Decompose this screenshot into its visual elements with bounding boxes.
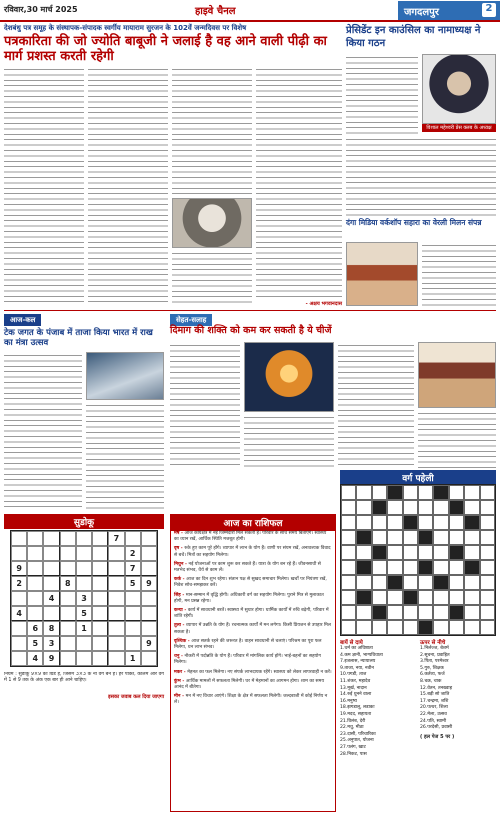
event-body [418,410,496,468]
horoscope-text: मान-सम्मान में वृद्धि होगी। अधिकारी वर्ग का सहयोग मिलेगा। पुराने मित्र से मुलाकात होगी, मन प्रसन्न रहेगा। [174,592,324,604]
clue-across: 21.विलंब, देरी [340,718,366,724]
clue-down: 5.गुरु, शिक्षक [420,665,444,671]
crossword-cell [418,575,433,590]
crossword-cell [341,590,356,605]
clue-across: 28.निकट, पास [340,751,367,757]
divider-mid [4,310,496,311]
press-club-body-2 [346,136,496,216]
sudoku-cell [43,546,59,561]
sudoku-title: सुडोकू [4,514,164,529]
crossword-cell [433,620,448,635]
zodiac-sign: कन्या - [174,608,188,614]
crossword-cell [449,590,464,605]
sudoku-cell [92,621,108,636]
sudoku-cell [60,636,76,651]
crossword-cell [387,500,402,515]
crossword-cell [387,605,402,620]
crossword-cell [449,605,464,620]
sudoku-cell [141,606,157,621]
sudoku-cell [92,606,108,621]
crossword-cell [403,530,418,545]
crossword-cell [372,575,387,590]
horoscope-text: व्यापार में उन्नति के योग हैं। रचनात्मक कार्यों में मन लगेगा। किसी प्रियजन से उपहार मिल सकता है। [174,623,332,635]
clue-across: 1.धर्म का अधिष्ठाता [340,646,373,651]
clue-across: 7.इजलास, न्यायालय [340,659,376,665]
sudoku-cell: 7 [108,531,124,546]
crossword-cell [449,485,464,500]
sudoku-cell [92,576,108,591]
clue-down: 3.पिता, परमेश्वर [420,659,449,665]
crossword-cell [387,560,402,575]
crossword-cell [480,560,495,575]
clue-down: 22.मेला, उत्सव [420,711,447,717]
across-clues [340,638,416,758]
horoscope-entry [174,546,332,558]
lead-body-col-2 [88,66,168,306]
sudoku-grid [10,530,158,667]
clue-across: 4.कम ज्ञानी, भाग्यविधाता [340,652,383,658]
page-number: 2 [482,3,496,17]
clue-across: 23.दासी, परिचारिका [340,731,376,737]
lead-body-col-1 [4,66,84,306]
zodiac-sign: तुला - [174,623,187,629]
crossword-cell [403,500,418,515]
crossword-cell [449,515,464,530]
crossword-cell [341,545,356,560]
crossword-cell [449,530,464,545]
crossword-cell [387,590,402,605]
sudoku-cell [60,591,76,606]
sudoku-cell [11,636,27,651]
health-body-3 [244,414,334,468]
sudoku-cell [76,651,92,666]
crossword-cell [356,605,371,620]
sudoku-cell [76,546,92,561]
sudoku-cell [11,546,27,561]
sudoku-cell: 9 [141,636,157,651]
page-header [0,0,500,22]
sudoku-cell: 4 [11,606,27,621]
sudoku-cell [108,546,124,561]
crossword-cell [403,620,418,635]
sudoku-cell: 9 [11,561,27,576]
sudoku-answer-note: इसका जवाब कल दिया जाएगा [108,694,164,700]
sudoku-cell [60,651,76,666]
sudoku-cell: 1 [125,651,141,666]
sudoku-cell [27,546,43,561]
horoscope-text: मेहनत का फल मिलेगा। नए संपर्क लाभदायक रहेंगे। स्वास्थ्य को लेकर लापरवाही न करें। [187,669,332,675]
crossword-cell [464,530,479,545]
horoscope-entry [174,694,332,706]
sudoku-cell: 6 [27,621,43,636]
seminar-body [422,242,496,306]
clue-down: 2.सूचना, प्रवाहित [420,652,450,658]
across-title: बायें से दाये [340,640,363,646]
crossword-cell [433,545,448,560]
crossword-cell [433,485,448,500]
sudoku-cell [125,606,141,621]
crossword-cell [418,545,433,560]
health-body-1 [170,342,240,468]
crossword-cell [464,560,479,575]
horoscope-entry [174,531,332,543]
crossword-cell [480,575,495,590]
crossword-cell [372,620,387,635]
sudoku-cell [76,576,92,591]
zodiac-sign: वृष - [174,546,185,552]
horoscope-text: कार्य में सावधानी बरतें। स्वास्थ्य में सुधार होगा। धार्मिक कार्यों में रुचि बढ़ेगी, परिवार में शांति रहेगी। [174,608,329,620]
sudoku-cell [125,621,141,636]
sudoku-cell [60,621,76,636]
column-headline: टेक जगत के पंजाब में ताजा किया भारत में राख का मंत्रा उत्सव [4,328,153,348]
sudoku-cell [108,591,124,606]
sudoku-cell: 9 [141,576,157,591]
sudoku-cell [60,561,76,576]
clue-down: 24.पति, स्वामी [420,718,447,724]
clue-across: 10.पगडी, ताज [340,672,367,678]
sudoku-cell: 9 [43,651,59,666]
crossword-cell [418,515,433,530]
sudoku-cell [43,531,59,546]
health-body-2 [338,342,414,468]
crossword-cell [464,605,479,620]
sudoku-cell [11,651,27,666]
sudoku-cell: 2 [11,576,27,591]
sudoku-cell: 1 [76,621,92,636]
sudoku-cell [76,636,92,651]
sudoku-cell [43,561,59,576]
crossword-cell [372,605,387,620]
crossword-answer-note: ( हल पेज 5 पर ) [420,733,455,740]
crossword-cell [356,575,371,590]
horoscope-entry [174,577,332,589]
crossword-cell [341,560,356,575]
crossword-cell [418,500,433,515]
horoscope-entry [174,654,332,666]
zodiac-sign: मीन - [174,694,186,700]
crossword-cell [372,560,387,575]
press-club-headline: प्रेसिडेंट इन काउंसिल का नामाध्यक्ष ने किया गठन [346,25,481,49]
horoscope-title: आज का राशिफल [170,514,336,531]
sudoku-cell [43,576,59,591]
crossword-cell [418,605,433,620]
sudoku-cell [60,546,76,561]
sudoku-cell [27,591,43,606]
sudoku-cell [108,561,124,576]
horoscope-entry [174,608,332,620]
crossword-cell [449,620,464,635]
crossword-cell [356,590,371,605]
sudoku-cell [141,651,157,666]
crossword-cell [387,575,402,590]
clue-across: 11.शंकर, महादेव [340,678,371,684]
zodiac-sign: मेष - [174,531,185,536]
crossword-cell [464,575,479,590]
crossword-cell [449,560,464,575]
press-club-photo-caption: विशाल महेश्वरी प्रेस क्लब के अध्यक्ष [422,124,496,132]
city-name: जगदलपुर [404,7,439,18]
sudoku-cell: 8 [43,621,59,636]
crossword-cell [433,500,448,515]
clue-across: 16.मनुष्य [340,698,357,704]
crossword-cell [418,590,433,605]
seminar-group-photo [346,242,418,306]
crossword-cell [341,500,356,515]
sudoku-cell [141,546,157,561]
zodiac-sign: मकर - [174,669,188,675]
lead-body-col-3 [172,66,252,196]
horoscope-text: नौकरी में पदोन्नति के योग हैं। परिवार में मांगलिक कार्य होंगे। भाई-बहनों का सहयोग मिलेगा। [174,654,321,666]
sudoku-cell [108,606,124,621]
crossword-grid [340,484,496,636]
horoscope-text: नई योजनाओं पर काम शुरू कर सकते हैं। यात्रा के योग बन रहे हैं। जीवनसाथी से मतभेद संभव, धैर्य से काम लें। [174,561,321,574]
crossword-cell [433,530,448,545]
clue-down: 8.चक्र, चाक [420,678,442,684]
zodiac-sign: वृश्चिक - [174,638,192,644]
sudoku-cell [27,531,43,546]
crossword-cell [433,575,448,590]
lead-headline: पत्रकारिता की जो ज्योति बाबूजी ने जलाई है वह आने वाली पीढ़ी का मार्ग प्रशस्त करती रहेगी [4,34,327,64]
sudoku-cell [141,621,157,636]
health-headline: दिमाग की शक्ति को कम कर सकती है ये चीजें [170,325,332,336]
crossword-cell [387,485,402,500]
horoscope-entry [174,639,332,651]
horoscope-entry [174,593,332,605]
crossword-cell [356,560,371,575]
zodiac-sign: कुंभ - [174,678,186,684]
crossword-cell [356,620,371,635]
crossword-cell [372,545,387,560]
crossword-cell [464,620,479,635]
horoscope-entry [174,562,332,574]
crossword-cell [356,515,371,530]
sudoku-cell [141,591,157,606]
clue-down: 12.वेतन, तनख्वाह [420,685,453,691]
health-tag: सेहत-सलाह [170,314,212,326]
crossword-cell [480,605,495,620]
horoscope-entry [174,679,332,691]
crossword-cell [480,515,495,530]
sudoku-cell: 4 [27,651,43,666]
crossword-cell [356,530,371,545]
sudoku-cell: 5 [125,576,141,591]
crossword-cell [480,545,495,560]
zodiac-sign: कर्क - [174,577,187,583]
clue-across: 22.मधु, मीठा [340,725,364,731]
press-club-president-photo [422,54,496,124]
crossword-cell [341,575,356,590]
crossword-cell [449,545,464,560]
clue-across: 18.झगडालू, लडाका [340,705,375,711]
crossword-cell [433,560,448,575]
sudoku-cell: 5 [76,606,92,621]
sudoku-cell [92,651,108,666]
sudoku-cell [141,561,157,576]
sudoku-cell [27,561,43,576]
sudoku-cell [11,621,27,636]
sudoku-cell: 3 [43,636,59,651]
crossword-cell [341,620,356,635]
sudoku-cell [125,591,141,606]
sudoku-cell [76,531,92,546]
sudoku-cell [11,531,27,546]
crossword-cell [372,590,387,605]
lead-body-col-4 [256,66,342,300]
sudoku-cell: 5 [27,636,43,651]
zodiac-sign: धनु - [174,654,185,660]
column-tag: आज-कल [4,314,41,326]
crossword-cell [449,500,464,515]
crossword-cell [433,590,448,605]
horoscope-entry [174,670,332,676]
issue-date: रविवार,30 मार्च 2025 [4,5,78,14]
crossword-cell [341,515,356,530]
city-banner [398,1,500,20]
sudoku-cell [92,591,108,606]
crossword-cell [464,485,479,500]
sudoku-cell [92,531,108,546]
sudoku-cell [92,636,108,651]
clue-across: 13.मूर्ख, नादान [340,685,367,691]
horoscope-text: आज का दिन शुभ रहेगा। संतान पक्ष से सुखद समाचार मिलेगा। खर्चों पर नियंत्रण रखें, निवेश सोच-समझकर करें। [174,577,327,589]
crossword-cell [464,590,479,605]
crossword-cell [464,515,479,530]
sudoku-cell [27,576,43,591]
clue-down: 1.निर्लज्ज, बेशर्म [420,646,449,651]
crossword-cell [433,605,448,620]
crossword-clues [340,638,496,812]
sudoku-cell [125,636,141,651]
seminar-headline: दंगा मिडिया वर्कशॉप सहारा का वेरली मिलन संपन्न [346,218,482,227]
sudoku-cell [141,531,157,546]
down-title: ऊपर से नीचे [420,640,446,646]
crossword-cell [403,515,418,530]
zodiac-sign: मिथुन - [174,561,189,567]
clue-across: 19.मदद, सहायता [340,711,372,717]
horoscope-text: आज कार्यक्षेत्र में नई जिम्मेदारी मिल सकती है। परिवार के साथ समय बिताएंगे। स्वास्थ्य का ध्यान रखें, आर्थिक स्थिति मजबूत होगी। [174,531,327,543]
horoscope-list [170,528,336,812]
sudoku-cell: 8 [60,576,76,591]
horoscope-text: रुके हुए काम पूरे होंगे। व्यापार में लाभ के योग हैं। वाणी पर संयम रखें, अनावश्यक विवाद से बचें। मित्रों का सहयोग मिलेगा। [174,546,331,558]
crossword-cell [418,530,433,545]
sudoku-cell [108,636,124,651]
crossword-cell [480,620,495,635]
sudoku-cell [76,561,92,576]
crossword-cell [480,500,495,515]
crossword-cell [356,500,371,515]
crossword-cell [480,485,495,500]
sudoku-cell: 2 [125,546,141,561]
sudoku-cell [11,591,27,606]
lead-body-col-3b [172,250,252,306]
sudoku-cell [43,606,59,621]
crossword-cell [387,545,402,560]
crossword-cell [403,605,418,620]
lead-kicker: देशबंधु पत्र समूह के संस्थापक-संपादक स्वर्गीय मायाराम सुरजन के 102वें जन्मदिवस पर विशेष [4,24,247,32]
clue-down: 20.पत्थर, शिला [420,705,448,711]
crossword-cell [418,620,433,635]
event-photo [418,342,496,408]
sudoku-cell [27,606,43,621]
sudoku-cell [60,606,76,621]
crossword-cell [387,515,402,530]
crossword-cell [341,485,356,500]
crossword-title: वर्ग पहेली [340,470,496,485]
sudoku-cell [108,651,124,666]
crossword-cell [341,530,356,545]
crossword-cell [372,485,387,500]
horoscope-text: आर्थिक मामलों में सफलता मिलेगी। घर में मेहमानों का आगमन होगा। शाम का समय आनंद में बीतेगा। [174,678,325,691]
sudoku-cell [92,546,108,561]
masthead: हाइवे चैनल [195,6,236,17]
horoscope-entry [174,623,332,635]
clue-down: 15.बड़ी सो जाति [420,692,450,698]
column-photo [86,352,164,400]
crossword-cell [403,590,418,605]
crossword-cell [418,485,433,500]
mayaram-surjan-photo [172,198,252,248]
sudoku-cell [108,576,124,591]
crossword-cell [403,545,418,560]
sudoku-cell: 4 [43,591,59,606]
clue-down: 17.चन्द्रमा, शशि [420,698,449,704]
crossword-cell [433,515,448,530]
horoscope-text: मन में नए विचार आएंगे। शिक्षा के क्षेत्र में सफलता मिलेगी। जल्दबाजी में कोई निर्णय न लें। [174,694,328,706]
sudoku-instruction: नियम : सुडोकू 9×9 का ग्रिड है, जिसमें 3×3 के नौ वर्ग बने हैं। हर पंक्ति, कॉलम और वर्ग में 1 से 9 तक के अंक एक बार ही आने चाहिए। [4,672,164,683]
brain-illustration [244,342,334,412]
crossword-cell [418,560,433,575]
crossword-cell [464,500,479,515]
clue-across: 27.पलंग, खाट [340,744,366,750]
lead-byline: - अक्षय भगवानदास [305,301,342,307]
clue-across: 14.रुई धुनने वाला [340,692,372,698]
crossword-cell [403,485,418,500]
sudoku-cell: 3 [76,591,92,606]
clue-down: 26.परदेसी, प्रवासी [420,725,453,731]
clue-across: 25.अनुपात, योजना [340,738,374,744]
crossword-cell [449,575,464,590]
clue-down: 6.कर्तव्य, फर्ज [420,672,445,678]
sudoku-cell [125,531,141,546]
crossword-cell [372,515,387,530]
sudoku-cell [92,561,108,576]
crossword-cell [403,560,418,575]
crossword-cell [356,545,371,560]
column-body-1 [4,352,82,510]
press-club-body-1 [346,54,418,134]
sudoku-cell [60,531,76,546]
sudoku-cell: 7 [125,561,141,576]
crossword-cell [372,530,387,545]
crossword-cell [403,575,418,590]
column-body-2 [86,402,164,510]
crossword-cell [372,500,387,515]
crossword-cell [387,530,402,545]
crossword-cell [480,590,495,605]
crossword-cell [480,530,495,545]
sudoku-cell [108,621,124,636]
crossword-cell [387,620,402,635]
clue-across: 9.ताजा, नया, नवीन [340,665,374,671]
crossword-cell [341,605,356,620]
zodiac-sign: सिंह - [174,592,186,598]
horoscope-text: आज सतर्क रहने की जरूरत है। वाहन सावधानी से चलाएं। परिश्रम का पूरा फल मिलेगा, धन लाभ संभव। [174,638,322,651]
crossword-cell [464,545,479,560]
down-clues [420,638,496,758]
crossword-cell [356,485,371,500]
